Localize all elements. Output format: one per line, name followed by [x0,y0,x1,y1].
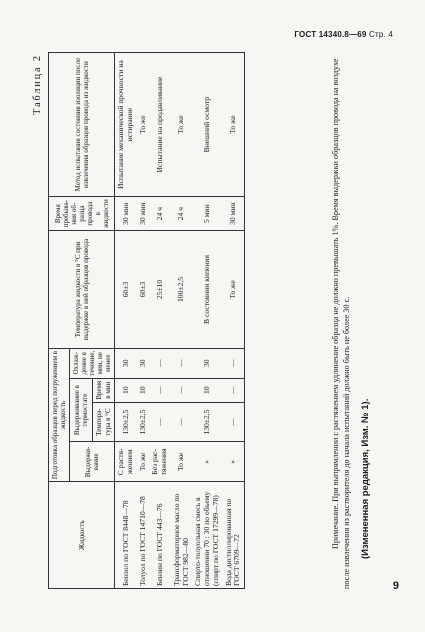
col-thermostat-group: Выдерживание в термостате [70,378,93,442]
amendment-note: (Измененная редакция, Изм. № 1). [360,398,371,559]
cell-time: 10 [192,378,222,402]
cell-liq-temp: 60±3 [137,231,150,349]
cell-liq-temp: То же [223,231,245,349]
cell-exposure: С растя-жением [115,442,137,482]
cell-time: 10 [115,378,137,402]
table-row [149,53,170,589]
table-row [223,53,245,589]
page-header [294,30,393,39]
page-label: Стр. 4 [369,30,393,39]
cell-temp: 130±2,5 [192,402,222,442]
cell-temp: — [149,402,170,442]
col-liquid-temp: Температура жидкости в °С при выдержке в ней образцов провода [49,231,115,349]
cell-liq-temp: В состоянии кипения [192,231,222,349]
table-row [137,53,150,589]
cell-time: — [223,378,245,402]
col-liquid: Жидкость [49,482,115,589]
cell-method: Испытание механической прочности на истирание [115,53,137,197]
cell-hold: 30 мин [115,197,137,231]
cell-liq-temp: 60±3 [115,231,137,349]
cell-exposure: Без рас-тяжения [149,442,170,482]
table-row [171,53,192,589]
col-hold-time: Время пребыва-ния об-разца провода в жидкости [49,197,115,231]
cell-method: То же [137,53,150,197]
test-conditions-table [48,52,245,589]
page-number: 9 [392,580,399,592]
cell-liq-temp: 25±10 [149,231,170,349]
cell-temp: — [171,402,192,442]
cell-cool: — [149,348,170,378]
cell-liquid: Вода дистиллированная по ГОСТ 6709—72 [223,482,245,589]
col-temperature: Темпера-тура в °С [92,402,115,442]
cell-time: — [149,378,170,402]
col-time: Время в мин [92,378,115,402]
cell-liquid: Бензин по ГОСТ 443—76 [149,482,170,589]
cell-liquid: Бензол по ГОСТ 8448—78 [115,482,137,589]
cell-method: Внешний осмотр [192,53,222,197]
cell-liq-temp: 100±2,5 [171,231,192,349]
rotated-content [30,48,390,593]
cell-exposure: То же [137,442,150,482]
table-row [192,53,222,589]
cell-method: То же [171,53,192,197]
cell-hold: 30 мин [137,197,150,231]
cell-liquid: Спирто-толуольная смесь в отношении 70 : 30 по объему (спирт по ГОСТ 17299—78) [192,482,222,589]
cell-time: 10 [137,378,150,402]
cell-temp: 130±2,5 [115,402,137,442]
rotated-page [30,48,390,593]
cell-method: Испытание на продавливание [149,53,170,197]
col-cooling: Охлаж-дение в течение, мин, не менее [70,348,115,378]
table-caption: Таблица 2 [32,54,43,115]
cell-liquid: Трансформаторное масло по ГОСТ 982—80 [171,482,192,589]
cell-cool: — [223,348,245,378]
table-note: Примечание. При выпрямлении с растяжением удлинение образца не должно превышать 1%. Время выдержки образцов провода на воздухе после извлечения из растворителя до начала испытаний должно быть не более 30 с. [331,58,352,589]
cell-cool: 30 [192,348,222,378]
table-row [115,53,137,589]
cell-liquid: Толуол по ГОСТ 14710—78 [137,482,150,589]
cell-method: То же [223,53,245,197]
cell-hold: 30 мин [223,197,245,231]
cell-temp: 130±2,5 [137,402,150,442]
cell-hold: 5 мин [192,197,222,231]
col-prep-group: Подготовка образцов перед погружением в жидкость [49,348,70,482]
cell-cool: 30 [137,348,150,378]
cell-cool: 30 [115,348,137,378]
cell-exposure: » [223,442,245,482]
cell-hold: 24 ч [149,197,170,231]
gost-number: ГОСТ 14340.8—69 [294,30,367,39]
cell-hold: 24 ч [171,197,192,231]
cell-temp: — [223,402,245,442]
cell-time: — [171,378,192,402]
cell-cool: — [171,348,192,378]
cell-exposure: То же [171,442,192,482]
col-test-method: Метод испытания состояния изоляции после извлечения образцов провода из жидкости [49,53,115,197]
col-exposure: Выдержи-вание [70,442,115,482]
cell-exposure: » [192,442,222,482]
